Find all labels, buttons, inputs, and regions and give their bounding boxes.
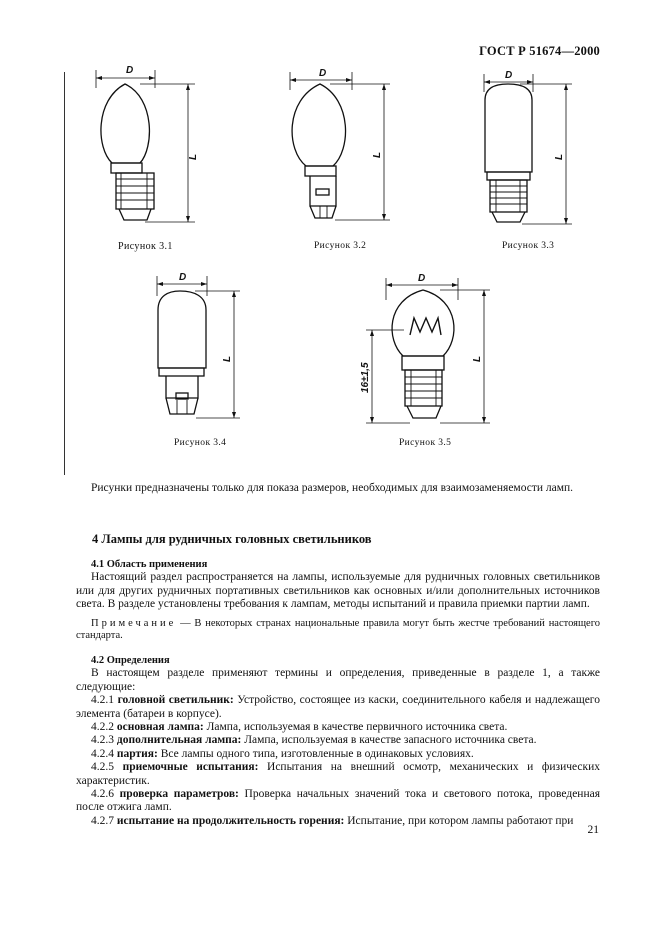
fig35-dim-l: L (472, 355, 483, 362)
definition-text: Испытания на внешний осмотр, механических и физических характеристик. (76, 761, 600, 787)
definition-number: 4.2.6 (91, 788, 114, 801)
definition-number: 4.2.2 (91, 721, 114, 734)
definition-term: испытание на продолжительность горения: (116, 814, 345, 827)
definition-number: 4.2.5 (91, 761, 114, 774)
caption-figure-3-5: Рисунок 3.5 (399, 438, 452, 448)
fig35-dim-d: D (418, 273, 426, 284)
definition-item (76, 734, 600, 747)
figures-note (76, 482, 600, 495)
definition-item (76, 694, 600, 721)
definition-number: 4.2.3 (91, 734, 114, 747)
definition-item (76, 815, 600, 828)
fig34-dim-l: L (222, 355, 233, 362)
fig35-dim-h: 16±1,5 (360, 362, 371, 393)
page-number: 21 (587, 824, 599, 836)
definition-term: головной светильник: (117, 694, 234, 707)
definition-term: проверка параметров: (119, 788, 239, 801)
definition-text: Все лампы одного типа, изготовленные в одинаковых условиях. (157, 747, 474, 760)
definition-item (76, 761, 600, 788)
fig32-dim-l: L (372, 151, 383, 158)
section-4-2-title: 4.2 Определения (91, 655, 170, 666)
caption-figure-3-2: Рисунок 3.2 (314, 241, 367, 251)
definition-term: дополнительная лампа: (116, 734, 242, 747)
section-4-1 (76, 558, 600, 643)
figure-3-1-drawing (96, 70, 195, 222)
definition-text: Устройство, состоящее из каски, соединительного кабеля и надлежащего элемента (батареи в корпусе). (76, 694, 600, 720)
fig32-dim-d: D (319, 68, 327, 79)
section-4-title: 4 Лампы для рудничных головных светильников (92, 532, 372, 546)
figure-3-2-drawing (290, 72, 390, 220)
definition-text: Испытание, при котором лампы работают при (344, 814, 574, 827)
section-4-1-title: 4.1 Область применения (91, 559, 208, 570)
definition-item (76, 748, 600, 761)
figure-3-5-drawing (366, 278, 490, 423)
section-4-1-note (76, 618, 600, 643)
definition-text: Проверка начальных значений тока и светового потока, проведенная после отжига ламп. (76, 788, 601, 814)
caption-figure-3-4: Рисунок 3.4 (174, 438, 227, 448)
caption-figure-3-1: Рисунок 3.1 (118, 241, 173, 252)
section-4-2-intro: В настоящем разделе применяют термины и определения, приведенные в разделе 1, а также следующие: (76, 667, 600, 693)
definition-item (76, 788, 600, 815)
definition-text: Лампа, используемая в качестве запасного источника света. (241, 734, 537, 747)
definition-term: партия: (116, 747, 158, 760)
definition-text: Лампа, используемая в качестве первичного источника света. (203, 721, 508, 734)
fig33-dim-l: L (554, 153, 565, 160)
figure-3-4-drawing (157, 276, 240, 418)
fig34-dim-d: D (179, 272, 187, 283)
definition-term: основная лампа: (116, 721, 204, 734)
fig31-dim-d: D (126, 65, 134, 76)
fig33-dim-d: D (505, 70, 513, 81)
section-4-1-body: Настоящий раздел распространяется на лампы, используемые для рудничных головных светильников или для других рудничных портативных светильников как основных и/или дополнительных источников света. В разделе установлены требования к лампам, методы испытаний и правила приемки партии ламп. (76, 571, 600, 611)
caption-figure-3-3: Рисунок 3.3 (502, 241, 555, 251)
definition-term: приемочные испытания: (122, 761, 259, 774)
note-label: Примечание (91, 617, 177, 629)
definition-item (76, 721, 600, 734)
note-text: — В некоторых странах национальные правила могут быть жестче требований настоящего стандарта. (76, 617, 600, 642)
figure-3-3-drawing (484, 74, 572, 224)
definition-number: 4.2.7 (91, 814, 114, 827)
fig31-dim-l: L (188, 153, 199, 160)
definition-number: 4.2.4 (91, 747, 114, 760)
figures-note-text: Рисунки предназначены только для показа размеров, необходимых для взаимозаменяемости ламп. (91, 482, 574, 494)
section-4-2 (76, 654, 600, 828)
definition-number: 4.2.1 (91, 694, 114, 707)
document-header: ГОСТ Р 51674—2000 (479, 44, 600, 58)
